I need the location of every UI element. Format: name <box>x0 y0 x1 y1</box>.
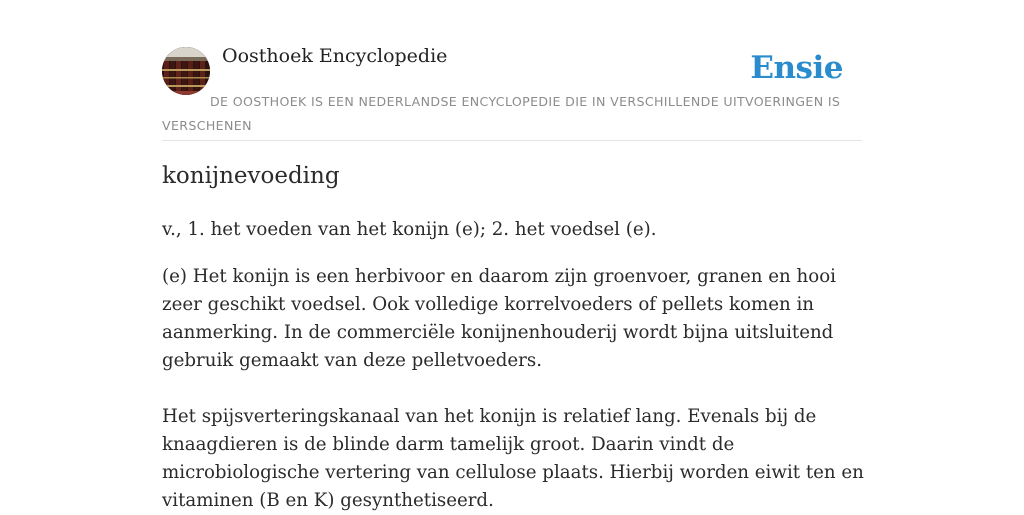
publication-title-link[interactable]: Oosthoek Encyclopedie <box>222 45 448 67</box>
article-paragraph: v., 1. het voeden van het konijn (e); 2. het voedsel (e). <box>162 219 657 240</box>
page-container <box>162 0 864 511</box>
ensie-logo-link[interactable]: Ensie <box>750 50 843 86</box>
article-paragraph: Het spijsverteringskanaal van het konijn is relatief lang. Evenals bij de knaagdieren is de blinde darm tamelijk groot. Daarin vindt de microbiologische vertering van cellulose plaats. Hierbij worden eiwit ten en vitaminen (B en K) gesynthetiseerd. <box>162 406 864 511</box>
publication-header <box>162 0 862 141</box>
publication-description: DE OOSTHOEK IS EEN NEDERLANDSE ENCYCLOPEDIE DIE IN VERSCHILLENDE UITVOERINGEN IS VERSCHENEN <box>162 94 841 133</box>
article-paragraph: (e) Het konijn is een herbivoor en daarom zijn groenvoer, granen en hooi zeer geschikt voedsel. Ook volledige korrelvoeders of pellets komen in aanmerking. In de commerciële konijnenhouderij wordt bijna uitsluitend gebruik gemaakt van deze pelletvoeders. <box>162 266 836 371</box>
article-title: konijnevoeding <box>162 163 340 189</box>
encyclopedia-books-icon[interactable] <box>162 47 210 95</box>
